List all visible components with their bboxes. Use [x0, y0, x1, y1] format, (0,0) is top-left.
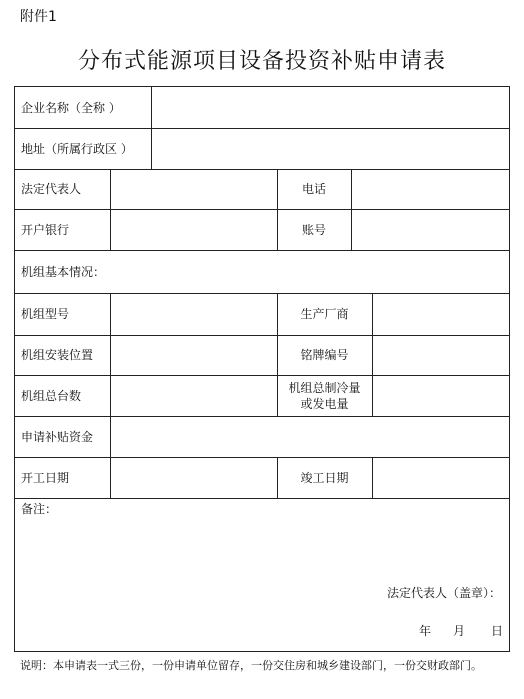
subsidy-amount-field[interactable] [111, 416, 510, 457]
company-name-field[interactable] [152, 87, 510, 128]
unit-count-label: 机组总台数 [21, 388, 82, 403]
phone-field[interactable] [352, 169, 510, 209]
account-field[interactable] [352, 209, 510, 250]
nameplate-no-field[interactable] [373, 335, 510, 375]
attachment-label: 附件1 [20, 9, 57, 25]
row-divider [15, 498, 509, 499]
footnote: 说明：本申请表一式三份，一份申请单位留存，一份交住房和城乡建设部门，一份交财政部门。 [20, 659, 482, 672]
unit-info-label: 机组基本情况： [21, 264, 106, 279]
date-day-label: 日 [491, 624, 504, 638]
manufacturer-field[interactable] [373, 293, 510, 335]
phone-label: 电话 [301, 182, 326, 196]
application-form-table [14, 86, 510, 652]
date-month-label: 月 [453, 624, 466, 638]
subsidy-amount-label: 申请补贴资金 [21, 429, 94, 444]
install-location-label: 机组安装位置 [21, 348, 94, 362]
bank-field[interactable] [111, 209, 277, 250]
date-year-label: 年 [419, 624, 432, 638]
manufacturer-label: 生产厂商 [300, 307, 349, 321]
install-location-field[interactable] [111, 335, 277, 375]
finish-date-label: 竣工日期 [300, 470, 349, 485]
remarks-field[interactable] [16, 519, 510, 589]
start-date-field[interactable] [111, 457, 277, 498]
address-field[interactable] [152, 128, 510, 169]
seal-label: 法定代表人（盖章）： [387, 586, 502, 600]
nameplate-no-label: 铭牌编号 [300, 348, 349, 362]
start-date-label: 开工日期 [21, 470, 70, 485]
total-capacity-label-line2: 或发电量 [300, 396, 349, 411]
unit-count-field[interactable] [111, 375, 277, 416]
company-name-label: 企业名称（全称 ） [21, 100, 121, 115]
form-title: 分布式能源项目设备投资补贴申请表 [77, 49, 446, 74]
remarks-label: 备注： [21, 502, 58, 516]
legal-rep-label: 法定代表人 [21, 182, 82, 196]
address-label: 地址（所属行政区 ） [21, 141, 133, 156]
bank-label: 开户银行 [21, 222, 70, 237]
legal-rep-field[interactable] [111, 169, 277, 209]
account-label: 账号 [301, 222, 326, 237]
unit-model-field[interactable] [111, 293, 277, 335]
unit-model-label: 机组型号 [21, 307, 70, 321]
total-capacity-field[interactable] [373, 375, 510, 416]
finish-date-field[interactable] [373, 457, 510, 498]
total-capacity-label [277, 375, 372, 416]
total-capacity-label-line1: 机组总制冷量 [288, 380, 361, 395]
